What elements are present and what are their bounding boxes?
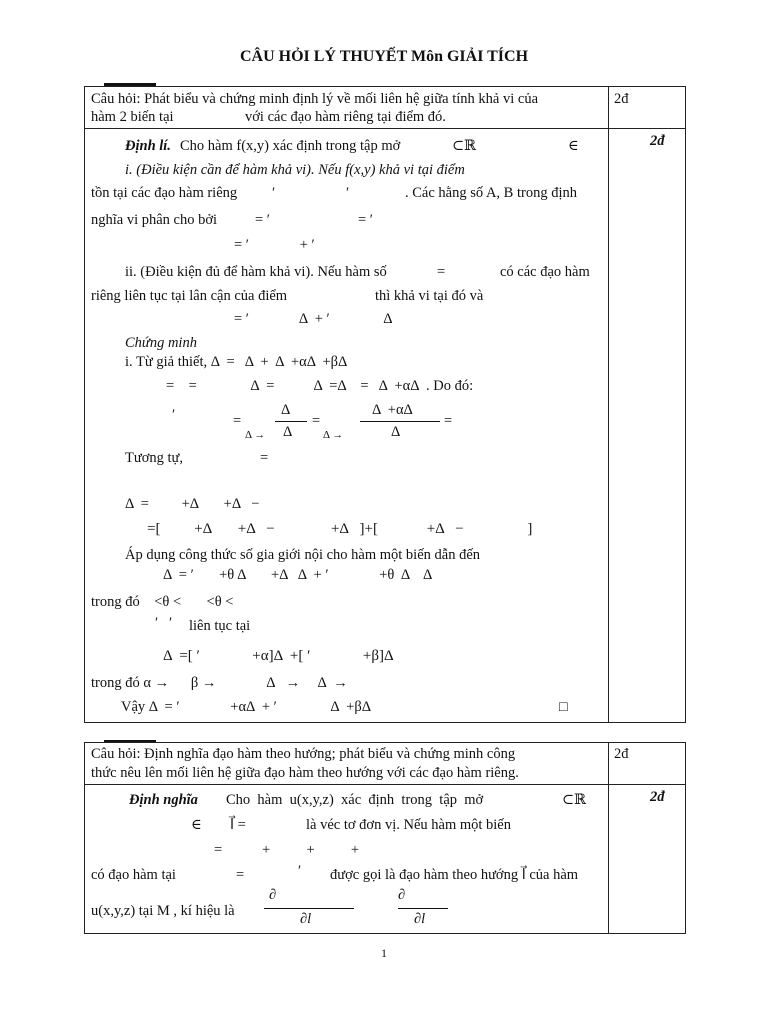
math-symbol: =: [312, 413, 321, 429]
fraction-denominator: Δ: [391, 424, 401, 440]
question-text: hàm 2 biến tại: [91, 109, 174, 125]
fraction-bar: [275, 421, 307, 422]
fraction-bar: [360, 421, 440, 422]
math-formula: = ′: [358, 212, 373, 228]
answer-line: có đạo hàm tại: [91, 867, 176, 883]
question-points: 2đ: [614, 91, 629, 107]
answer-line: được gọi là đạo hàm theo hướng l⃗ của hàm: [330, 867, 579, 883]
math-symbol: =: [260, 450, 269, 466]
math-symbol: ′: [172, 407, 176, 423]
answer-line: . Các hằng số A, B trong định: [405, 185, 577, 201]
theorem-heading: Định lí.: [125, 138, 171, 154]
math-symbol: ∈: [191, 817, 202, 833]
page-title: CÂU HỎI LÝ THUYẾT Môn GIẢI TÍCH: [239, 48, 529, 65]
math-formula: Δ = ′ +θ Δ +Δ Δ + ′ +θ Δ Δ: [163, 567, 433, 583]
answer-line: Tương tự,: [125, 450, 184, 466]
table-divider: [84, 128, 686, 129]
fraction-bar: [398, 908, 448, 909]
math-symbol: =: [444, 413, 453, 429]
fraction-numerator: Δ +αΔ: [372, 402, 413, 418]
definition-heading: Định nghĩa: [129, 792, 198, 808]
math-formula: Δ =[ ′ +α]Δ +[ ′ +β]Δ: [163, 648, 394, 664]
question-text: Câu hỏi: Định nghĩa đạo hàm theo hướng; phát biểu và chứng minh công: [91, 746, 516, 762]
math-formula: Δ = +Δ +Δ −: [125, 496, 260, 512]
answer-line: có các đạo hàm: [500, 264, 590, 280]
answer-line: liên tục tại: [189, 618, 251, 634]
fraction-denominator: ∂l⃗: [300, 911, 323, 927]
math-formula: = ′: [255, 212, 270, 228]
question-text: thức nêu lên mối liên hệ giữa đạo hàm theo hướng với các đạo hàm riêng.: [91, 765, 519, 781]
fraction-numerator: ∂: [269, 887, 277, 903]
fraction-denominator: ∂l⃗: [414, 911, 437, 927]
question-points: 2đ: [614, 746, 629, 762]
answer-line: nghĩa vi phân cho bởi: [91, 212, 218, 228]
answer-line: Cho hàm u(x,y,z) xác định trong tập mở: [226, 792, 484, 808]
answer-points: 2đ: [650, 133, 665, 149]
fraction-numerator: ∂: [398, 887, 406, 903]
answer-line: riêng liên tục tại lân cận của điểm: [91, 288, 288, 304]
math-formula: =[ +Δ +Δ − +Δ ]+[ +Δ − ]: [147, 521, 533, 537]
answer-line: tồn tại các đạo hàm riêng: [91, 185, 238, 201]
table-divider: [608, 86, 609, 723]
fraction-denominator: Δ: [283, 424, 293, 440]
qed-symbol: □: [559, 699, 568, 715]
answer-line: Áp dụng công thức số gia giới nội cho hàm một biến dẫn đến: [125, 547, 481, 563]
answer-line: = = Δ = Δ =Δ = Δ +αΔ . Do đó:: [166, 378, 474, 394]
math-symbol: =: [437, 264, 446, 280]
answer-line: ii. (Điều kiện đủ để hàm khả vi). Nếu hàm số: [125, 264, 387, 280]
math-symbol: ⊂ℝ: [562, 792, 587, 808]
math-symbol: ⊂ℝ: [452, 138, 477, 154]
answer-line: u(x,y,z) tại M , kí hiệu là: [91, 903, 235, 919]
table-divider: [84, 784, 686, 785]
answer-line: i. Từ giả thiết, Δ = Δ + Δ +αΔ +βΔ: [125, 354, 348, 370]
question-text: Câu hỏi: Phát biểu và chứng minh định lý về mối liên hệ giữa tính khả vi của: [91, 91, 539, 107]
proof-heading: Chứng minh: [125, 335, 197, 351]
math-formula: l⃗ =: [230, 817, 246, 833]
math-formula: Vậy Δ = ′ +αΔ + ′ Δ +βΔ: [121, 699, 372, 715]
math-formula: = ′ + ′: [234, 237, 315, 253]
limit-subscript: Δ →: [323, 429, 344, 441]
answer-line: trong đó <θ < <θ <: [91, 594, 234, 610]
answer-line: là véc tơ đơn vị. Nếu hàm một biến: [306, 817, 511, 833]
math-formula: = ′ Δ + ′ Δ: [234, 311, 393, 327]
answer-points: 2đ: [650, 789, 665, 805]
limit-subscript: Δ →: [245, 429, 266, 441]
fraction-numerator: Δ: [281, 402, 291, 418]
math-symbol: =: [236, 867, 245, 883]
table-divider: [608, 742, 609, 934]
answer-line: trong đó α → β → Δ → Δ →: [91, 675, 348, 691]
math-symbol: ′: [298, 863, 302, 879]
answer-line: Cho hàm f(x,y) xác định trong tập mở: [180, 138, 401, 154]
answer-line: thì khả vi tại đó và: [375, 288, 484, 304]
math-symbol: =: [233, 413, 242, 429]
math-symbol: ′: [272, 185, 276, 201]
page-number: 1: [381, 946, 387, 960]
math-symbol: ∈: [568, 138, 579, 154]
math-symbol: ′: [346, 185, 350, 201]
question-text: với các đạo hàm riêng tại điểm đó.: [245, 109, 446, 125]
math-formula: = + + +: [214, 842, 360, 858]
fraction-bar: [264, 908, 354, 909]
answer-line: i. (Điều kiện cần để hàm khả vi). Nếu f(x,y) khả vi tại điểm: [125, 162, 465, 178]
math-symbol: ′ ′: [155, 615, 173, 631]
